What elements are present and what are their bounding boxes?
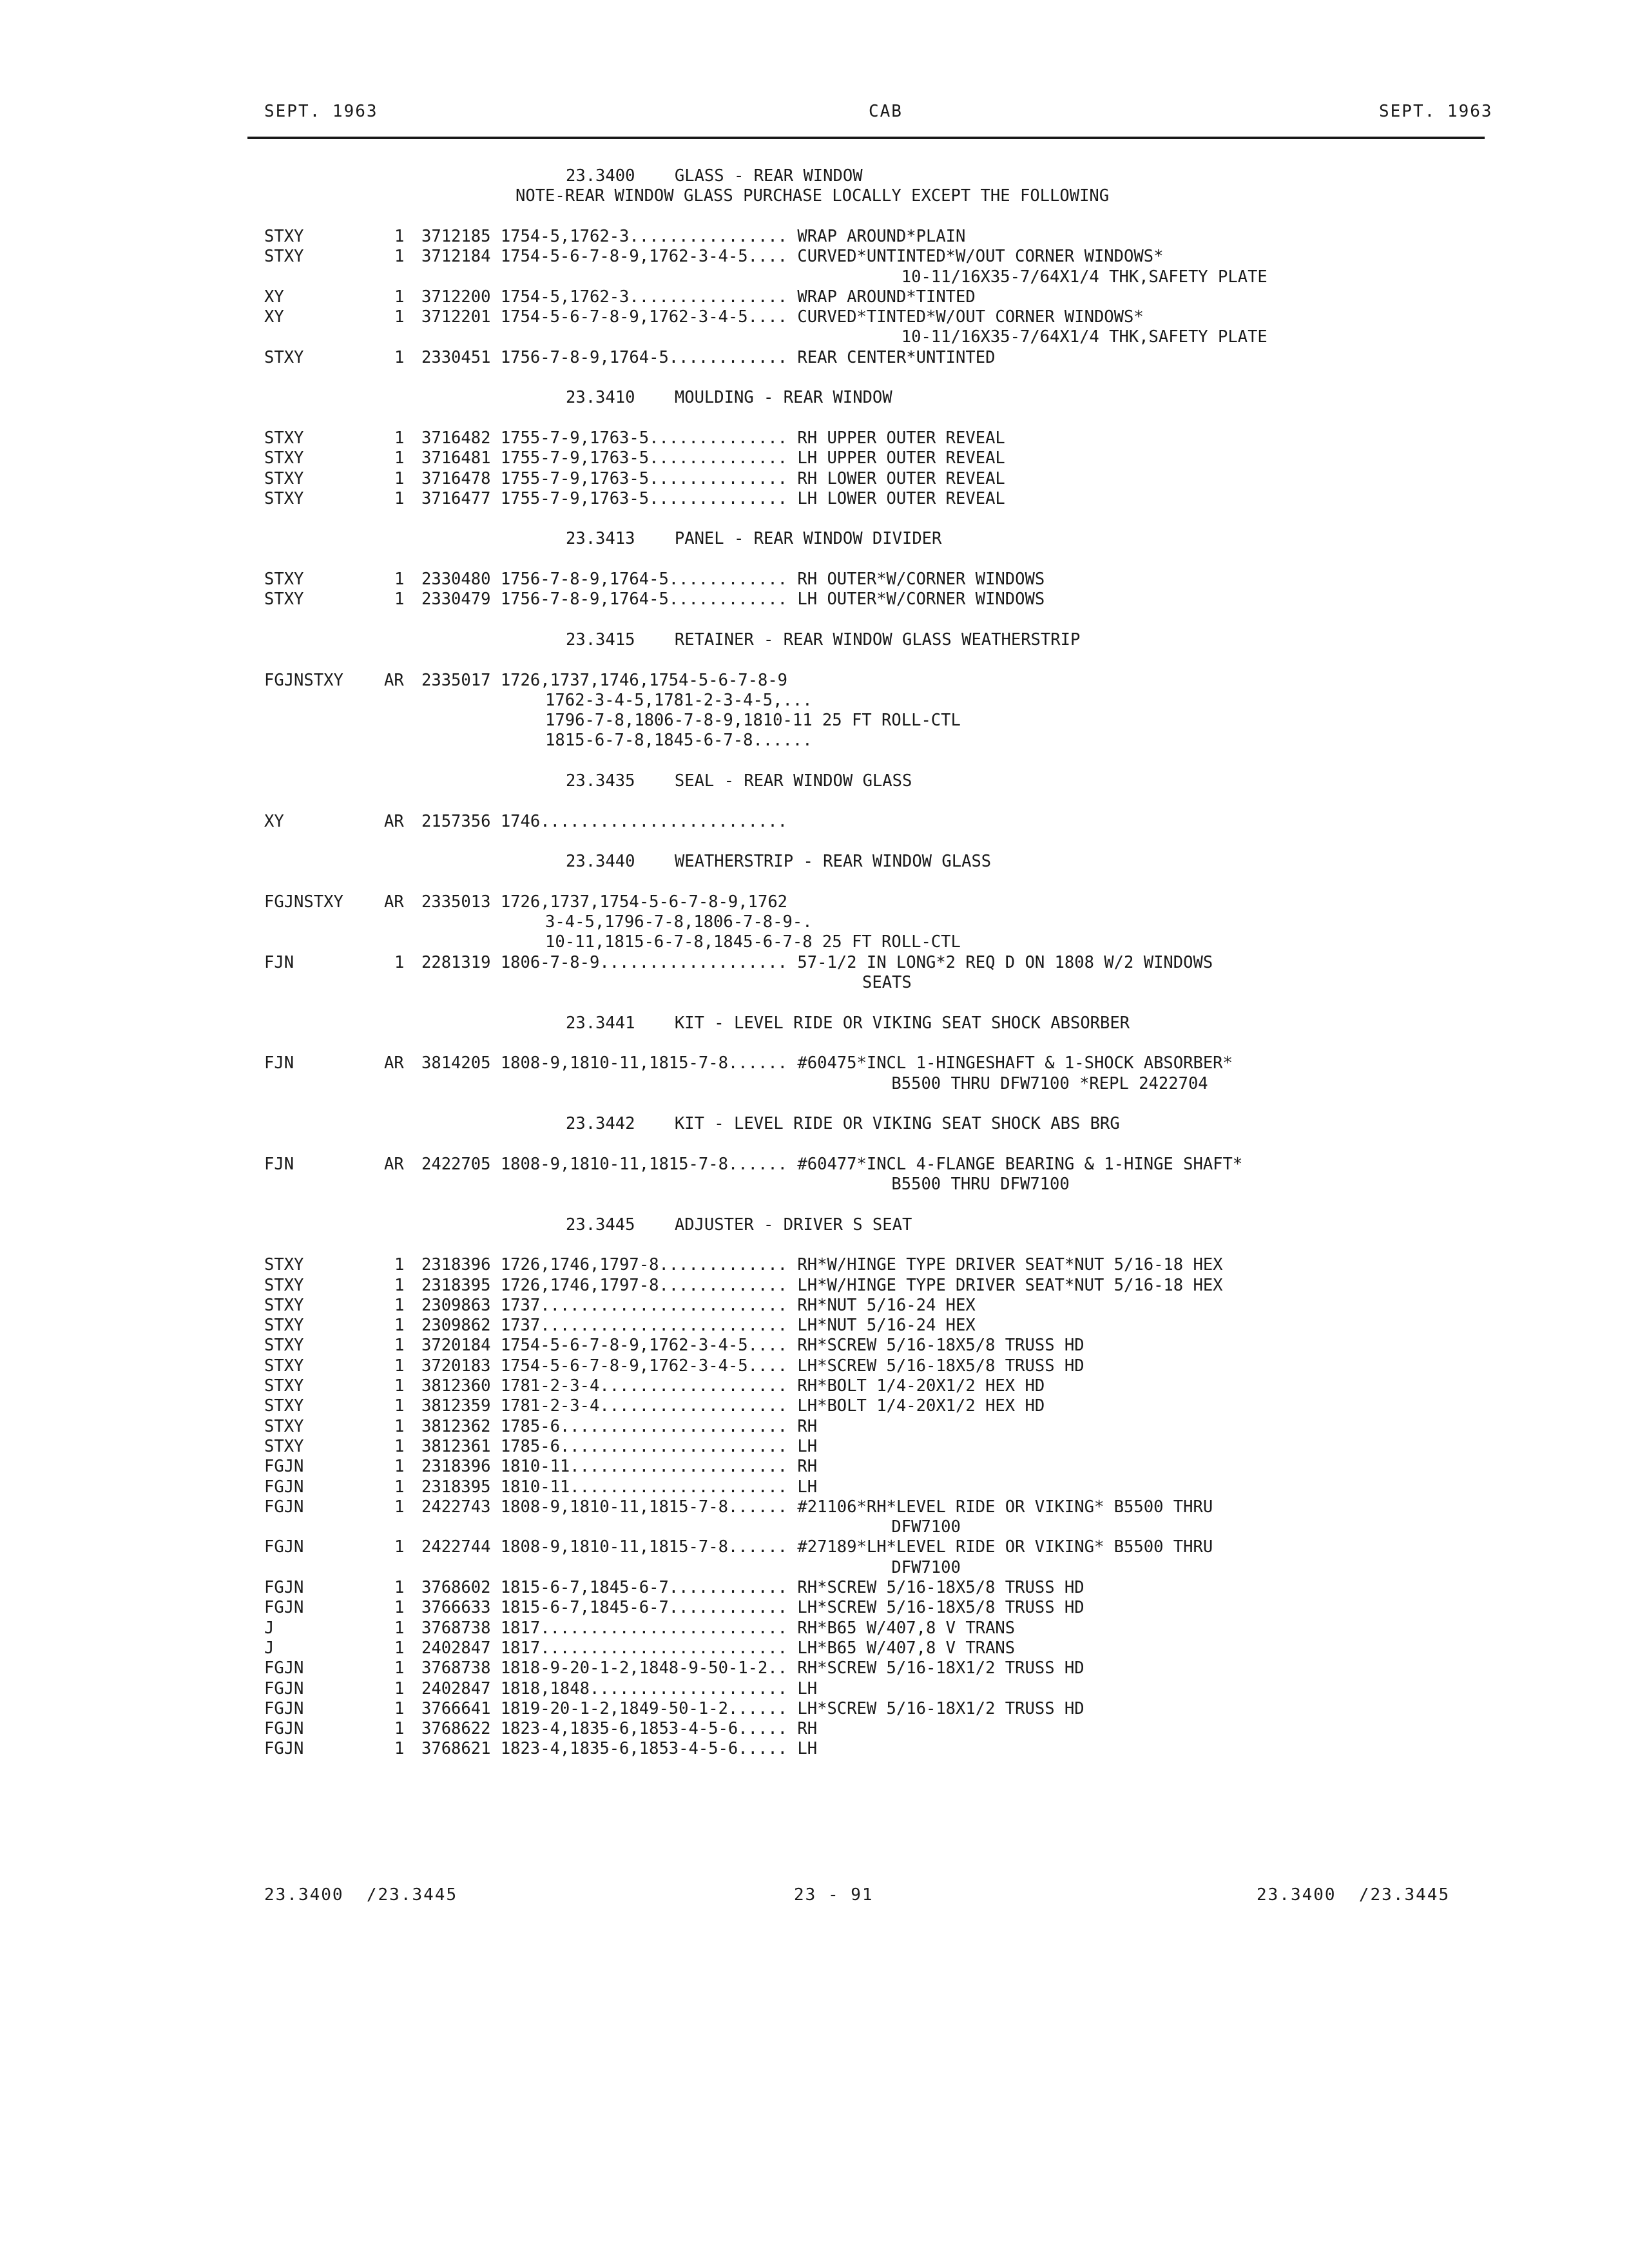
quantity: 1 [394, 1316, 405, 1336]
section-heading-text: 23.3400 GLASS - REAR WINDOW [566, 166, 863, 186]
part-details: 3716478 1755-7-9,1763-5.............. RH LOWER OUTER REVEAL [421, 468, 1005, 488]
footer-page-number: 23 - 91 [794, 1885, 874, 1905]
quantity: 1 [394, 1638, 405, 1658]
model-code: STXY [264, 570, 304, 589]
part-details: 3768622 1823-4,1835-6,1853-4-5-6..... RH [421, 1719, 818, 1739]
quantity: AR [384, 892, 404, 912]
quantity: 1 [394, 428, 405, 448]
part-details: 3720184 1754-5-6-7-8-9,1762-3-4-5.... RH*SCREW 5/16-18X5/8 TRUSS HD [421, 1336, 1084, 1356]
quantity: 1 [394, 1376, 405, 1396]
model-code: STXY [264, 226, 304, 246]
continuation-text: B5500 THRU DFW7100 [516, 1175, 1070, 1194]
footer-range-left: 23.3400 /23.3445 [264, 1885, 458, 1905]
quantity: 1 [394, 1739, 405, 1759]
part-details: 2330479 1756-7-8-9,1764-5............ LH OUTER*W/CORNER WINDOWS [421, 590, 1045, 610]
model-code: STXY [264, 428, 304, 448]
continuation-text: 1815-6-7-8,1845-6-7-8...... [516, 731, 813, 751]
quantity: AR [384, 1154, 404, 1174]
part-details: 3812361 1785-6....................... LH [421, 1436, 818, 1456]
model-code: STXY [264, 1316, 304, 1336]
quantity: 1 [394, 468, 405, 488]
part-details: 3712185 1754-5,1762-3................ WRAP AROUND*PLAIN [421, 226, 966, 246]
model-code: FGJNSTXY [264, 670, 343, 690]
section-heading-text: 23.3413 PANEL - REAR WINDOW DIVIDER [566, 529, 942, 549]
model-code: J [264, 1618, 275, 1638]
section-heading-text: 23.3445 ADJUSTER - DRIVER S SEAT [566, 1215, 912, 1235]
model-code: STXY [264, 347, 304, 367]
model-code: STXY [264, 488, 304, 508]
continuation-text: DFW7100 [516, 1517, 961, 1537]
quantity: 1 [394, 952, 405, 972]
part-details: 2422743 1808-9,1810-11,1815-7-8...... #21106*RH*LEVEL RIDE OR VIKING* B5500 THRU [421, 1497, 1213, 1517]
model-code: FGJN [264, 1598, 304, 1618]
continuation-text: 1796-7-8,1806-7-8-9,1810-11 25 FT ROLL-CTL [516, 711, 961, 731]
continuation-text: 10-11/16X35-7/64X1/4 THK,SAFETY PLATE [516, 267, 1268, 287]
part-details: 3716482 1755-7-9,1763-5.............. RH UPPER OUTER REVEAL [421, 428, 1005, 448]
part-details: 2157356 1746......................... [421, 811, 788, 831]
model-code: STXY [264, 1255, 304, 1275]
section-heading-text: 23.3442 KIT - LEVEL RIDE OR VIKING SEAT SHOCK ABS BRG [566, 1114, 1120, 1134]
footer-range-right: 23.3400 /23.3445 [1257, 1885, 1451, 1905]
continuation-text: DFW7100 [516, 1557, 961, 1577]
model-code: FJN [264, 952, 294, 972]
header-section-title: CAB [869, 102, 903, 121]
model-code: STXY [264, 1275, 304, 1295]
quantity: 1 [394, 1719, 405, 1739]
model-code: XY [264, 287, 284, 307]
section-heading-text: 23.3440 WEATHERSTRIP - REAR WINDOW GLASS [566, 852, 992, 872]
part-details: 3812362 1785-6....................... RH [421, 1416, 818, 1436]
quantity: 1 [394, 1416, 405, 1436]
header-date-right: SEPT. 1963 [1379, 102, 1493, 121]
header-rule [247, 137, 1485, 139]
part-details: 2318395 1726,1746,1797-8............. LH*W/HINGE TYPE DRIVER SEAT*NUT 5/16-18 HEX [421, 1275, 1223, 1295]
part-details: 3716477 1755-7-9,1763-5.............. LH LOWER OUTER REVEAL [421, 488, 1005, 508]
header-date-left: SEPT. 1963 [264, 102, 378, 121]
part-details: 2318395 1810-11...................... LH [421, 1477, 818, 1497]
model-code: FGJN [264, 1477, 304, 1497]
model-code: J [264, 1638, 275, 1658]
model-code: STXY [264, 1336, 304, 1356]
section-heading-text: 23.3441 KIT - LEVEL RIDE OR VIKING SEAT SHOCK ABSORBER [566, 1013, 1130, 1033]
quantity: 1 [394, 448, 405, 468]
quantity: 1 [394, 347, 405, 367]
quantity: 1 [394, 1598, 405, 1618]
continuation-text: B5500 THRU DFW7100 *REPL 2422704 [516, 1073, 1208, 1093]
quantity: 1 [394, 570, 405, 589]
part-details: 2402847 1818,1848.................... LH [421, 1678, 818, 1698]
model-code: FJN [264, 1053, 294, 1073]
quantity: 1 [394, 1678, 405, 1698]
quantity: 1 [394, 1658, 405, 1678]
part-details: 2330480 1756-7-8-9,1764-5............ RH OUTER*W/CORNER WINDOWS [421, 570, 1045, 589]
continuation-text: 1762-3-4-5,1781-2-3-4-5,... [516, 690, 813, 710]
part-details: 3812360 1781-2-3-4................... RH*BOLT 1/4-20X1/2 HEX HD [421, 1376, 1045, 1396]
model-code: FGJNSTXY [264, 892, 343, 912]
model-code: STXY [264, 1295, 304, 1315]
quantity: 1 [394, 307, 405, 327]
model-code: STXY [264, 1436, 304, 1456]
part-details: 2318396 1810-11...................... RH [421, 1457, 818, 1477]
quantity: 1 [394, 488, 405, 508]
part-details: 3768738 1818-9-20-1-2,1848-9-50-1-2.. RH*SCREW 5/16-18X1/2 TRUSS HD [421, 1658, 1084, 1678]
quantity: 1 [394, 1477, 405, 1497]
quantity: 1 [394, 1295, 405, 1315]
quantity: AR [384, 811, 404, 831]
part-details: 3720183 1754-5-6-7-8-9,1762-3-4-5.... LH*SCREW 5/16-18X5/8 TRUSS HD [421, 1356, 1084, 1376]
model-code: FGJN [264, 1698, 304, 1718]
quantity: 1 [394, 1436, 405, 1456]
model-code: STXY [264, 1396, 304, 1416]
model-code: XY [264, 811, 284, 831]
quantity: 1 [394, 287, 405, 307]
section-heading-text: 23.3435 SEAL - REAR WINDOW GLASS [566, 771, 912, 791]
quantity: 1 [394, 1255, 405, 1275]
part-details: 3766641 1819-20-1-2,1849-50-1-2...... LH*SCREW 5/16-18X1/2 TRUSS HD [421, 1698, 1084, 1718]
note-text: NOTE-REAR WINDOW GLASS PURCHASE LOCALLY EXCEPT THE FOLLOWING [516, 186, 1110, 206]
model-code: FGJN [264, 1719, 304, 1739]
part-details: 3768602 1815-6-7,1845-6-7............ RH*SCREW 5/16-18X5/8 TRUSS HD [421, 1578, 1084, 1597]
quantity: 1 [394, 1497, 405, 1517]
quantity: AR [384, 1053, 404, 1073]
section-heading-text: 23.3415 RETAINER - REAR WINDOW GLASS WEATHERSTRIP [566, 629, 1081, 649]
continuation-text: 10-11/16X35-7/64X1/4 THK,SAFETY PLATE [516, 327, 1268, 347]
quantity: 1 [394, 1396, 405, 1416]
quantity: 1 [394, 590, 405, 610]
model-code: STXY [264, 1356, 304, 1376]
quantity: 1 [394, 1457, 405, 1477]
quantity: 1 [394, 1698, 405, 1718]
part-details: 2309862 1737......................... LH*NUT 5/16-24 HEX [421, 1316, 976, 1336]
model-code: FGJN [264, 1658, 304, 1678]
part-details: 3712201 1754-5-6-7-8-9,1762-3-4-5.... CURVED*TINTED*W/OUT CORNER WINDOWS* [421, 307, 1144, 327]
quantity: 1 [394, 1275, 405, 1295]
part-details: 3768621 1823-4,1835-6,1853-4-5-6..... LH [421, 1739, 818, 1759]
model-code: STXY [264, 247, 304, 267]
model-code: STXY [264, 468, 304, 488]
model-code: XY [264, 307, 284, 327]
part-details: 3768738 1817......................... RH*B65 W/407,8 V TRANS [421, 1618, 1016, 1638]
part-details: 3814205 1808-9,1810-11,1815-7-8...... #60475*INCL 1-HINGESHAFT & 1-SHOCK ABSORBER* [421, 1053, 1233, 1073]
group-heading-text: SEATS [862, 973, 912, 992]
continuation-text: 10-11,1815-6-7-8,1845-6-7-8 25 FT ROLL-CTL [516, 932, 961, 952]
part-details: 2318396 1726,1746,1797-8............. RH*W/HINGE TYPE DRIVER SEAT*NUT 5/16-18 HEX [421, 1255, 1223, 1275]
model-code: STXY [264, 1376, 304, 1396]
model-code: FGJN [264, 1537, 304, 1557]
quantity: 1 [394, 1537, 405, 1557]
part-details: 2309863 1737......................... RH*NUT 5/16-24 HEX [421, 1295, 976, 1315]
part-details: 2281319 1806-7-8-9................... 57-1/2 IN LONG*2 REQ D ON 1808 W/2 WINDOWS [421, 952, 1213, 972]
part-details: 2422705 1808-9,1810-11,1815-7-8...... #60477*INCL 4-FLANGE BEARING & 1-HINGE SHAFT* [421, 1154, 1243, 1174]
model-code: STXY [264, 448, 304, 468]
part-details: 2422744 1808-9,1810-11,1815-7-8...... #27189*LH*LEVEL RIDE OR VIKING* B5500 THRU [421, 1537, 1213, 1557]
quantity: 1 [394, 1336, 405, 1356]
part-details: 3712184 1754-5-6-7-8-9,1762-3-4-5.... CURVED*UNTINTED*W/OUT CORNER WINDOWS* [421, 247, 1164, 267]
part-details: 3766633 1815-6-7,1845-6-7............ LH*SCREW 5/16-18X5/8 TRUSS HD [421, 1598, 1084, 1618]
model-code: FGJN [264, 1678, 304, 1698]
part-details: 2402847 1817......................... LH*B65 W/407,8 V TRANS [421, 1638, 1016, 1658]
model-code: FGJN [264, 1578, 304, 1597]
quantity: AR [384, 670, 404, 690]
model-code: FJN [264, 1154, 294, 1174]
model-code: STXY [264, 1416, 304, 1436]
model-code: STXY [264, 590, 304, 610]
continuation-text: 3-4-5,1796-7-8,1806-7-8-9-. [516, 912, 813, 932]
part-details: 3716481 1755-7-9,1763-5.............. LH UPPER OUTER REVEAL [421, 448, 1005, 468]
part-details: 3812359 1781-2-3-4................... LH*BOLT 1/4-20X1/2 HEX HD [421, 1396, 1045, 1416]
quantity: 1 [394, 1356, 405, 1376]
section-heading-text: 23.3410 MOULDING - REAR WINDOW [566, 388, 892, 408]
model-code: FGJN [264, 1739, 304, 1759]
part-details: 3712200 1754-5,1762-3................ WRAP AROUND*TINTED [421, 287, 976, 307]
model-code: FGJN [264, 1497, 304, 1517]
quantity: 1 [394, 1578, 405, 1597]
part-details: 2335017 1726,1737,1746,1754-5-6-7-8-9 [421, 670, 788, 690]
part-details: 2335013 1726,1737,1754-5-6-7-8-9,1762 [421, 892, 788, 912]
model-code: FGJN [264, 1457, 304, 1477]
quantity: 1 [394, 247, 405, 267]
quantity: 1 [394, 226, 405, 246]
quantity: 1 [394, 1618, 405, 1638]
part-details: 2330451 1756-7-8-9,1764-5............ REAR CENTER*UNTINTED [421, 347, 996, 367]
